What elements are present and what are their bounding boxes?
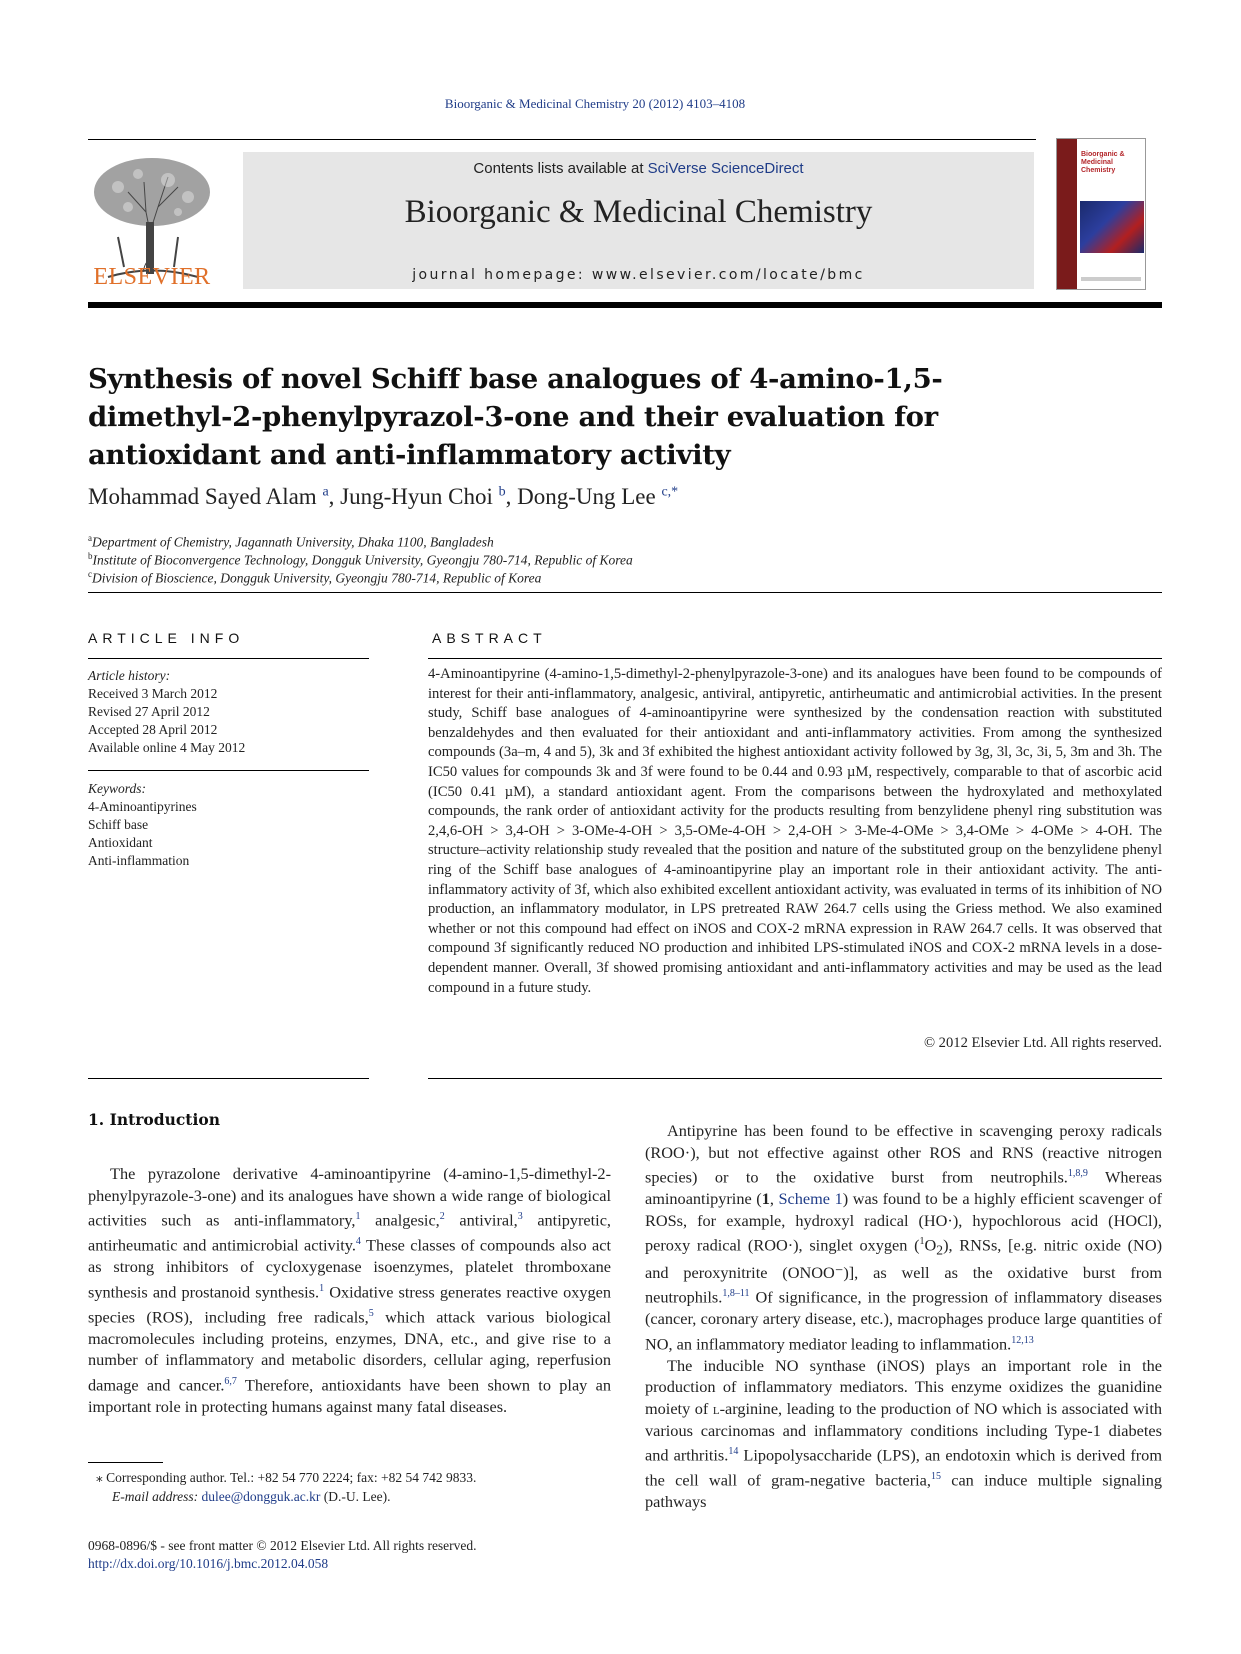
history-revised: Revised 27 April 2012 [88,704,210,719]
keyword: Anti-inflammation [88,853,190,868]
affiliation-mark: b [88,551,93,561]
cover-image [1080,201,1144,253]
author-list [88,484,678,510]
publisher-wordmark[interactable]: ELSEVIER [93,264,211,290]
cover-spine [1057,139,1077,289]
abstract-copyright: © 2012 Elsevier Ltd. All rights reserved. [923,1035,1162,1051]
intro-paragraph: Antipyrine has been found to be effective in scavenging peroxy radicals (ROO·), but not effective against other ROS and RNS (reactive nitrogen species) or to the oxidative burst from neutrophils.$^{1,8,9}$ Whereas aminoantipyrine (1, Scheme 1) was found to be a highly efficient scavenger of ROSs, for example, hydroxyl radical (HO·), hypochlorous acid (HOCl), peroxy radical (ROO·), singlet oxygen $(^1O_2)$, RNSs, [e.g. nitric oxide (NO) and peroxynitrite (ONOO⁻)], as well as the oxidative burst from neutrophils.$^{1,8-11}$ Of significance, in the progression of inflammatory diseases (cancer, coronary artery disease, etc.), macrophages produce large quantities of NO, an inflammatory mediator leading to inflammation.$^{12,13}$ [645,1121,1163,1354]
corresponding-author-note: ⁎ Corresponding author. Tel.: +82 54 770 2224; fax: +82 54 742 9833. [96,1470,477,1485]
email-suffix: (D.-U. Lee). [320,1489,391,1504]
affiliation-text: Division of Bioscience, Dongguk University, Gyeongju 780-714, Republic of Korea [92,570,542,586]
affiliation-mark: a [88,533,92,543]
cover-footer [1081,277,1141,281]
history-received: Received 3 March 2012 [88,686,218,701]
author-name[interactable]: Mohammad Sayed Alam [88,484,317,509]
affiliation-text: Institute of Bioconvergence Technology, Dongguk University, Gyeongju 780-714, Republic of Korea [92,552,633,568]
author-name[interactable]: Dong-Ung Lee [517,484,656,509]
sciencedirect-link[interactable]: SciVerse ScienceDirect [647,160,804,177]
keyword: 4-Aminoantipyrines [88,799,197,814]
affiliation [88,551,633,569]
contents-line [243,160,1034,177]
author-affiliation-mark[interactable]: c,* [661,484,679,500]
abstract-rule [428,658,1162,659]
article-history [88,667,363,757]
contents-prefix: Contents lists available at [473,160,648,177]
keywords-label: Keywords: [88,781,146,796]
footnote-rule [88,1462,163,1463]
history-accepted: Accepted 28 April 2012 [88,722,218,737]
cover-title: Bioorganic & Medicinal Chemistry [1081,151,1125,174]
intro-paragraph: The pyrazolone derivative 4-aminoantipyrine (4-amino-1,5-dimethyl-2-phenylpyrazole-3-one) and its analogues have shown a wide range of biological activities such as anti-inflammatory,$^1$ analgesic,$^2$ antiviral,$^3$ antipyretic, antirheumatic and antimicrobial activity.$^4$ These classes of compounds also act as strong inhibitors of cycloxygenase isoenzymes, platelet thromboxane synthesis and prostanoid synthesis.$^1$ Oxidative stress generates reactive oxygen species (ROS), including free radicals,$^5$ which attack various biological macromolecules including proteins, enzymes, DNA, etc., and give rise to a number of inflammatory and metabolic disorders, cellular aging, reperfusion damage and cancer.$^{6,7}$ Therefore, antioxidants have been shown to play an important role in protecting humans against many fatal diseases. [88,1164,612,1417]
doi-link[interactable]: http://dx.doi.org/10.1016/j.bmc.2012.04.058 [88,1556,329,1571]
author-affiliation-mark[interactable]: a [322,484,329,500]
keyword: Antioxidant [88,835,153,850]
article-info-heading: ARTICLE INFO [88,630,245,646]
abstract-heading: ABSTRACT [432,630,547,646]
affiliation [88,533,494,551]
intro-right-column [645,1120,1162,1513]
affiliation-text: Department of Chemistry, Jagannath University, Dhaka 1100, Bangladesh [92,534,494,550]
introduction-heading: 1. Introduction [88,1110,220,1129]
abstract-bottom-rule [428,1078,1162,1079]
history-online: Available online 4 May 2012 [88,740,246,755]
email-link[interactable]: dulee@dongguk.ac.kr [201,1489,321,1504]
masthead-thick-rule [88,302,1162,308]
affiliation [88,569,541,587]
section-rule [88,592,1162,593]
journal-homepage[interactable]: journal homepage: www.elsevier.com/locate/bmc [412,267,865,283]
author-name[interactable]: Jung-Hyun Choi [340,484,493,509]
intro-paragraph: The inducible NO synthase (iNOS) plays an important role in the production of inflammatory mediators. This enzyme oxidizes the guanidine moiety of l-arginine, leading to the production of NO which is associated with various carcinomas and inflammatory conditions including Type-1 diabetes and arthritis.$^{14}$ Lipopolysaccharide (LPS), an endotoxin which is derived from the cell wall of gram-negative bacteria,$^{15}$ can induce multiple signaling pathways [645,1355,1162,1512]
journal-masthead [243,152,1034,289]
journal-citation[interactable]: Bioorganic & Medicinal Chemistry 20 (2012) 4103–4108 [444,96,746,111]
header-rule [88,139,1036,140]
keywords-block [88,780,363,870]
journal-name: Bioorganic & Medicinal Chemistry [404,194,873,230]
journal-cover-thumbnail[interactable] [1056,138,1146,290]
intro-left-column [88,1163,611,1418]
email-note [112,1489,391,1505]
affiliation-mark: c [88,569,92,579]
history-label: Article history: [88,668,171,683]
author-separator: , [328,484,341,509]
keyword: Schiff base [88,817,149,832]
abstract-text: 4-Aminoantipyrine (4-amino-1,5-dimethyl-2-phenylpyrazole-3-one) and its analogues have been found to be compounds of interest for their anti-inflammatory, analgesic, antiviral, antipyretic, antirheumatic and antimicrobial activities. In the present study, Schiff base analogues of 4-aminoantipyrine were synthesized by the condensation reaction with substituted benzaldehydes and then evaluated for their antioxidant and anti-inflammatory activities. From among the synthesized compounds (3a–m, 4 and 5), 3k and 3f exhibited the highest antioxidant activity followed by 3g, 3l, 3c, 3i, 5, 3m and 3h. The IC50 values for compounds 3k and 3f were found to be 0.44 and 0.93 µM, respectively, comparable to that of ascorbic acid (IC50 0.41 µM), a standard antioxidant agent. From the comparisons between the hydroxylated and methoxylated compounds, the rank order of antioxidant activity for the products resulting from benzylidene phenyl ring substitution was 2,4,6-OH > 3,4-OH > 3-OMe-4-OH > 3,5-OMe-4-OH > 2,4-OH > 3-Me-4-OMe > 3,4-OMe > 4-OMe > 4-OH. The structure–activity relationship study revealed that the position and nature of the substituted group on the benzylidene phenyl ring of the Schiff base analogues of 4-aminoantipyrine play an important role in their antioxidant activity. The anti-inflammatory activity of 3f, which also exhibited excellent antioxidant activity, was evaluated in terms of its inhibition of NO production, an inflammatory modulator, in LPS pretreated RAW 264.7 cells using the Griess method. We also examined whether or not this compound had effect on iNOS and COX-2 mRNA expression in RAW 264.7 cells. It was observed that compound 3f significantly reduced NO production and inhibited LPS-stimulated iNOS and COX-2 mRNA levels in a dose-dependent manner. Overall, 3f showed promising antioxidant and anti-inflammatory activities and may be used as the lead compound in a future study. [428,666,1162,996]
article-info-rule [88,658,369,659]
email-label: E-mail address: [112,1489,202,1504]
author-separator: , [505,484,518,509]
article-info-bottom-rule [88,1078,369,1079]
keywords-rule [88,770,369,771]
issn-line: 0968-0896/$ - see front matter © 2012 Elsevier Ltd. All rights reserved. [88,1538,477,1553]
author-affiliation-mark[interactable]: b [498,484,506,500]
article-title: Synthesis of novel Schiff base analogues of 4-amino-1,5-dimethyl-2-phenylpyrazol-3-one and their evaluation for antioxidant and anti-inflammatory activity [88,363,943,471]
